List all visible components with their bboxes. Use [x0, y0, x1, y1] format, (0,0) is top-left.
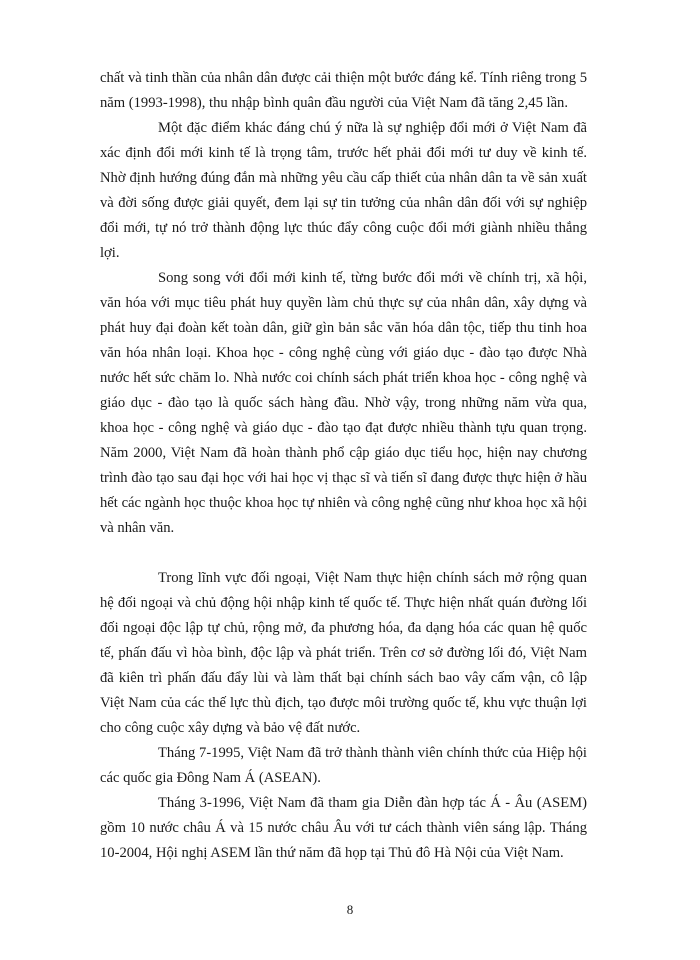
paragraph-1: chất và tinh thần của nhân dân được cải thiện một bước đáng kể. Tính riêng trong 5 năm (1993-1998), thu nhập bình quân đầu người của Việt Nam đã tăng 2,45 lần. — [100, 70, 587, 111]
page-number: 8 — [346, 902, 354, 917]
paragraph-2: Một đặc điểm khác đáng chú ý nữa là sự nghiệp đổi mới ở Việt Nam đã xác định đổi mới kinh tế là trọng tâm, trước hết phải đổi mới tư duy về kinh tế. Nhờ định hướng đúng đắn mà những yêu cầu cấp thiết của nhân dân ta về sản xuất và đời sống được giải quyết, đem lại sự tin tưởng của nhân dân đối với sự nghiệp đổi mới, tự nó trở thành động lực thúc đẩy công cuộc đổi mới giành nhiều thắng lợi. — [100, 120, 587, 261]
body-text — [100, 66, 587, 866]
paragraph-3: Song song với đổi mới kinh tế, từng bước đổi mới về chính trị, xã hội, văn hóa với mục tiêu phát huy quyền làm chủ thực sự của nhân dân, xây dựng và phát huy đại đoàn kết toàn dân, giữ gìn bản sắc văn hóa dân tộc, tiếp thu tinh hoa văn hóa nhân loại. Khoa học - công nghệ cùng với giáo dục - đào tạo được Nhà nước hết sức chăm lo. Nhà nước coi chính sách phát triển khoa học - công nghệ và giáo dục - đào tạo là quốc sách hàng đầu. Nhờ vậy, trong những năm vừa qua, khoa học - công nghệ và giáo dục - đào tạo đạt được nhiều thành tựu quan trọng. Năm 2000, Việt Nam đã hoàn thành phổ cập giáo dục tiểu học, hiện nay chương trình đào tạo sau đại học với hai học vị thạc sĩ và tiến sĩ đang được thực hiện ở hầu hết các ngành học thuộc khoa học tự nhiên và công nghệ cũng như khoa học xã hội và nhân văn. — [100, 270, 587, 536]
paragraph-5: Tháng 7-1995, Việt Nam đã trở thành thành viên chính thức của Hiệp hội các quốc gia Đông Nam Á (ASEAN). — [100, 745, 587, 786]
paragraph-6: Tháng 3-1996, Việt Nam đã tham gia Diễn đàn hợp tác Á - Âu (ASEM) gồm 10 nước châu Á và 15 nước châu Âu với tư cách thành viên sáng lập. Tháng 10-2004, Hội nghị ASEM lần thứ năm đã họp tại Thủ đô Hà Nội của Việt Nam. — [100, 795, 587, 861]
paragraph-4: Trong lĩnh vực đối ngoại, Việt Nam thực hiện chính sách mở rộng quan hệ đối ngoại và chủ động hội nhập kinh tế quốc tế. Thực hiện nhất quán đường lối đối ngoại độc lập tự chủ, rộng mở, đa phương hóa, đa dạng hóa các quan hệ quốc tế, phấn đấu vì hòa bình, độc lập và phát triển. Trên cơ sở đường lối đó, Việt Nam đã kiên trì phấn đấu đẩy lùi và làm thất bại chính sách bao vây cấm vận, cô lập Việt Nam của các thế lực thù địch, tạo được môi trường quốc tế, khu vực thuận lợi cho công cuộc xây dựng và bảo vệ đất nước. — [100, 570, 587, 736]
